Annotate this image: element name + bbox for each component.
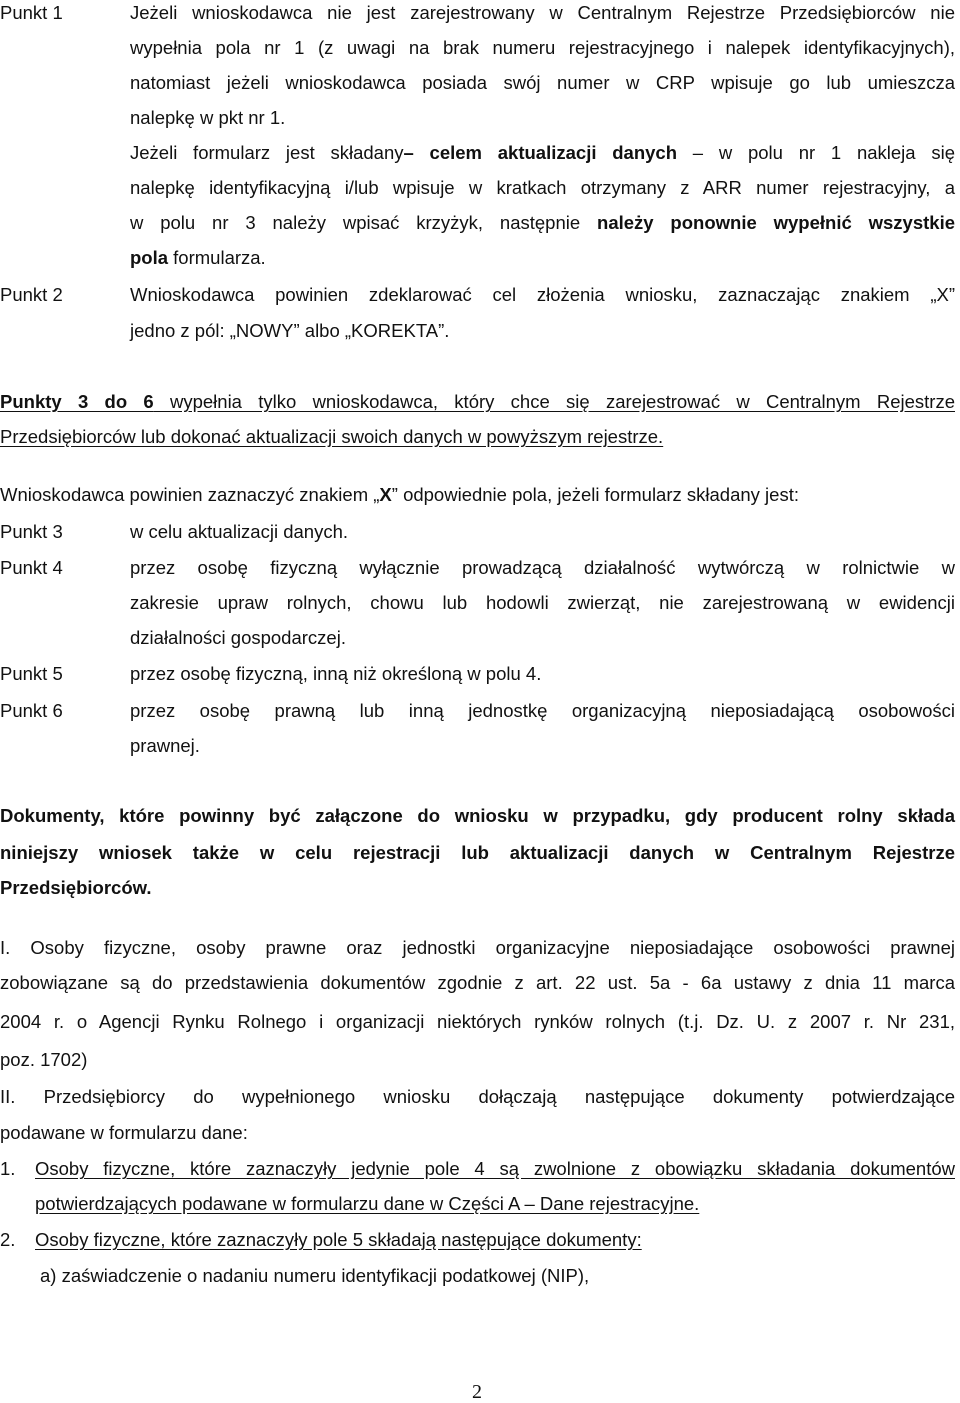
section-2-line: II. Przedsiębiorcy do wypełnionego wniosku dołączają następujące dokumenty potwierdzające xyxy=(0,1086,955,1107)
punkt-1-text-line: nalepkę w pkt nr 1. xyxy=(130,107,286,128)
section-1-line: I. Osoby fizyczne, osoby prawne oraz jednostki organizacyjne nieposiadające osobowości prawnej xyxy=(0,937,955,958)
item-2-sub-a: a) zaświadczenie o nadaniu numeru identyfikacji podatkowej (NIP), xyxy=(40,1265,590,1286)
punkt-1-text-line: natomiast jeżeli wnioskodawca posiada swój numer w CRP wpisuje go lub umieszcza xyxy=(130,72,955,93)
punkt-2-text-line: jedno z pól: „NOWY” albo „KOREKTA”. xyxy=(130,320,450,341)
documents-heading-line: Przedsiębiorców. xyxy=(0,877,152,898)
punkt-4-text-line: działalności gospodarczej. xyxy=(130,627,346,648)
punkt-1-label: Punkt 1 xyxy=(0,2,63,23)
intro-line: Wnioskodawca powinien zaznaczyć znakiem „X” odpowiednie pola, jeżeli formularz składany jest: xyxy=(0,484,799,505)
punkt-6-text-line: prawnej. xyxy=(130,735,200,756)
punkt-1-text-line: wypełnia pola nr 1 (z uwagi na brak numeru rejestracyjnego i nalepek identyfikacyjnych), xyxy=(130,37,955,58)
item-2-text: Osoby fizyczne, które zaznaczyły pole 5 składają następujące dokumenty: xyxy=(35,1229,642,1250)
item-1-text-line: Osoby fizyczne, które zaznaczyły jedynie pole 4 są zwolnione z obowiązku składania dokumentów xyxy=(35,1158,955,1179)
punkt-5-text: przez osobę fizyczną, inną niż określoną w polu 4. xyxy=(130,663,542,684)
punkt-1-text-line: Jeżeli wnioskodawca nie jest zarejestrowany w Centralnym Rejestrze Przedsiębiorców nie xyxy=(130,2,955,23)
punkty-3-6-line: Punkty 3 do 6 wypełnia tylko wnioskodawca, który chce się zarejestrować w Centralnym Rejestrze xyxy=(0,391,955,412)
punkt-3-text: w celu aktualizacji danych. xyxy=(130,521,348,542)
section-1-line: poz. 1702) xyxy=(0,1049,88,1070)
punkt-6-text-line: przez osobę prawną lub inną jednostkę organizacyjną nieposiadającą osobowości xyxy=(130,700,955,721)
punkt-1-update-line: nalepkę identyfikacyjną i/lub wpisuje w kratkach otrzymany z ARR numer rejestracyjny, a xyxy=(130,177,955,198)
section-1-line: 2004 r. o Agencji Rynku Rolnego i organizacji niektórych rynków rolnych (t.j. Dz. U. z 2007 r. Nr 231, xyxy=(0,1011,955,1032)
section-2-line: podawane w formularzu dane: xyxy=(0,1122,248,1143)
documents-heading-line: Dokumenty, które powinny być załączone do wniosku w przypadku, gdy producent rolny składa xyxy=(0,805,955,826)
item-1-number: 1. xyxy=(0,1158,16,1179)
punkt-4-label: Punkt 4 xyxy=(0,557,63,578)
punkt-1-update-line: pola formularza. xyxy=(130,247,266,268)
punkt-5-label: Punkt 5 xyxy=(0,663,63,684)
page-number: 2 xyxy=(472,1381,482,1403)
punkt-3-label: Punkt 3 xyxy=(0,521,63,542)
punkty-3-6-line: Przedsiębiorców lub dokonać aktualizacji swoich danych w powyższym rejestrze. xyxy=(0,426,664,447)
item-1-text-line: potwierdzających podawane w formularzu dane w Części A – Dane rejestracyjne. xyxy=(35,1193,700,1214)
punkt-4-text-line: zakresie upraw rolnych, chowu lub hodowli zwierząt, nie zarejestrowaną w ewidencji xyxy=(130,592,955,613)
item-2-number: 2. xyxy=(0,1229,16,1250)
documents-heading-line: niniejszy wniosek także w celu rejestracji lub aktualizacji danych w Centralnym Rejestrze xyxy=(0,842,955,863)
punkt-1-update-line: Jeżeli formularz jest składany– celem aktualizacji danych – w polu nr 1 nakleja się xyxy=(130,142,955,163)
punkt-4-text-line: przez osobę fizyczną wyłącznie prowadzącą działalność wytwórczą w rolnictwie w xyxy=(130,557,955,578)
punkt-2-text-line: Wnioskodawca powinien zdeklarować cel złożenia wniosku, zaznaczając znakiem „X” xyxy=(130,284,955,305)
punkt-2-label: Punkt 2 xyxy=(0,284,63,305)
section-1-line: zobowiązane są do przedstawienia dokumentów zgodnie z art. 22 ust. 5a - 6a ustawy z dnia 11 marca xyxy=(0,972,955,993)
punkt-1-update-line: w polu nr 3 należy wpisać krzyżyk, następnie należy ponownie wypełnić wszystkie xyxy=(130,212,955,233)
punkt-6-label: Punkt 6 xyxy=(0,700,63,721)
